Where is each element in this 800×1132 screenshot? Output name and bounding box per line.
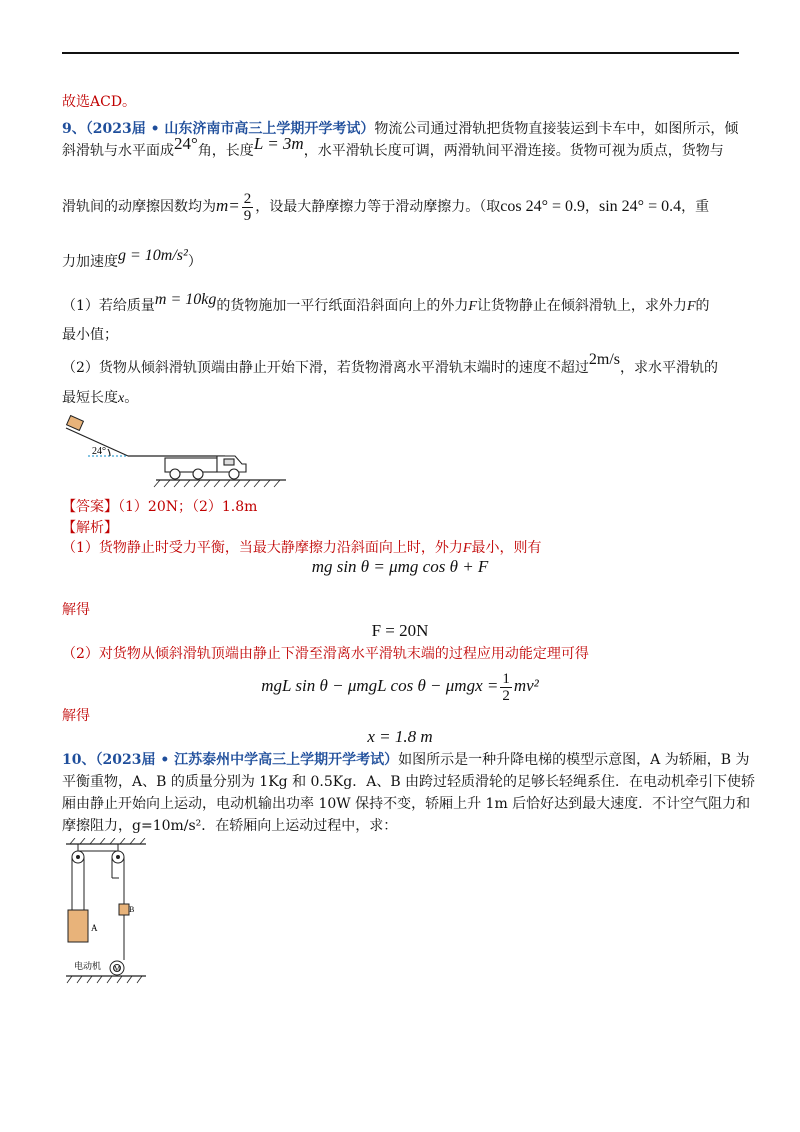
q10-text-1: 如图所示是一种升降电梯的模型示意图，A 为轿厢，B 为	[398, 752, 750, 768]
q9-p1-F: F	[468, 299, 477, 314]
equation-4: x = 1.8 m	[367, 727, 433, 746]
q9-mu-lhs: m=	[216, 196, 240, 215]
q9-p2-c: 最短长度	[62, 390, 118, 406]
q9-p2-d: 。	[124, 390, 139, 406]
q9-s1-text: （1）货物静止时受力平衡，当最大静摩擦力沿斜面向上时，外力	[62, 540, 463, 556]
q9-text-2c: ，水平滑轨长度可调，两滑轨间平滑连接。货物可视为质点，货物与	[303, 143, 724, 159]
q10-line-4: 摩擦阻力，g=10m/s²．在轿厢向上运动过程中，求：	[62, 818, 398, 834]
incline-truck-figure	[60, 414, 290, 492]
angle-arc	[108, 449, 110, 456]
eq3-den: 2	[502, 687, 510, 704]
q9-part1-line	[62, 291, 710, 317]
q9-p1-c: 让货物静止在倾斜滑轨上，求外力	[476, 298, 687, 314]
q9-p2-b: ，求水平滑轨的	[620, 360, 719, 376]
equation-3	[0, 666, 800, 706]
q9-mass: m = 10kg	[154, 291, 217, 308]
q9-length: L = 3m	[253, 134, 304, 153]
q9-mu-frac	[242, 191, 254, 224]
label-b: B	[129, 905, 135, 914]
q9-line-4	[62, 247, 202, 272]
ground-hatch	[154, 480, 280, 487]
q9-p2-x: x	[118, 391, 125, 406]
cargo-box	[67, 416, 84, 431]
q9-line-3	[62, 186, 709, 227]
equation-1: mg sin θ = μmg cos θ + F	[311, 557, 489, 576]
q10-line-1	[62, 750, 749, 770]
q9-text-3b: ，设最大静摩擦力等于滑动摩擦力。（取	[255, 199, 501, 215]
q9-line-1	[62, 119, 738, 139]
q9-text-3c: ，	[585, 199, 599, 215]
q9-p2-a: （2）货物从倾斜滑轨顶端由静止开始下滑，若货物滑离水平滑轨末端时的速度不超过	[62, 360, 589, 376]
label-motor-m: M	[114, 965, 121, 973]
truck	[165, 456, 246, 479]
counterweight-b	[119, 904, 129, 915]
q9-mu-den: 9	[243, 207, 252, 224]
q9-solution-2: （2）对货物从倾斜滑轨顶端由静止下滑至滑离水平滑轨末端的过程应用动能定理可得	[62, 646, 589, 662]
figure-angle-label: 24°	[92, 446, 106, 457]
ceiling-hatch	[66, 838, 146, 844]
q9-line-2	[62, 134, 724, 161]
cabin-a	[68, 910, 88, 942]
q9-angle: 24°	[174, 134, 198, 153]
q9-p1-F2: F	[686, 299, 696, 314]
q9-p1-a: （1）若给质量	[62, 298, 155, 314]
header-rule	[62, 52, 739, 54]
label-motor: 电动机	[74, 962, 102, 972]
q10-line-3: 厢由静止开始向上运动，电动机输出功率 10W 保持不变，轿厢上升 1m 后恰好达到最大速度．不计空气阻力和	[62, 796, 751, 812]
q9-part1-line2: 最小值；	[62, 327, 118, 343]
q10-number: 10、	[62, 752, 96, 768]
q9-number: 9、	[62, 121, 86, 137]
elevator-figure	[62, 838, 152, 988]
q9-text-3a: 滑轨间的动摩擦因数均为	[62, 199, 216, 215]
q9-sin: sin 24° = 0.4	[599, 198, 682, 215]
q9-text-4a: 力加速度	[62, 254, 118, 270]
q9-text-4b: ）	[187, 254, 202, 270]
q9-cos: cos 24° = 0.9	[500, 198, 585, 215]
eq3-rhs: mv²	[513, 676, 539, 695]
q9-part2-line2	[62, 388, 138, 409]
q10-line-2: 平衡重物，A、B 的质量分别为 1Kg 和 0.5Kg．A、B 由跨过轻质滑轮的足够长轻绳系住．在电动机牵引下使轿	[62, 774, 756, 790]
q9-p1-d: 的	[695, 298, 710, 314]
q9-speed: 2m/s	[588, 351, 621, 368]
q9-text-1: 物流公司通过滑轨把货物直接装运到卡车中，如图所示，倾	[374, 121, 739, 137]
q9-p1-b: 的货物施加一平行纸面沿斜面向上的外力	[216, 298, 469, 314]
eq3-num: 1	[502, 670, 510, 687]
label-a: A	[91, 923, 98, 933]
eq3-frac	[500, 671, 512, 704]
q9-s1-F: F	[462, 541, 472, 556]
q9-s1-text-b: 最小，则有	[471, 540, 542, 556]
floor-hatch	[66, 976, 146, 983]
q9-text-3d: ，重	[681, 199, 710, 215]
q9-jiede-2: 解得	[62, 708, 90, 724]
q9-part2-line	[62, 351, 719, 378]
q9-text-2a: 斜滑轨与水平面成	[62, 143, 174, 159]
q9-jiede-1: 解得	[62, 602, 90, 618]
q9-g: g = 10m/s²	[118, 247, 188, 264]
q9-analysis-label: 【解析】	[62, 520, 118, 536]
q9-text-2b: 角，长度	[197, 143, 254, 159]
eq3-lhs: mgL sin θ − μmgL cos θ − μmgx =	[261, 676, 499, 695]
q9-mu-num: 2	[243, 190, 252, 207]
prev-answer: 故选ACD。	[62, 94, 137, 110]
q10-source: （2023届 • 江苏泰州中学高三上学期开学考试）	[95, 752, 399, 768]
q9-source: （2023届 • 山东济南市高三上学期开学考试）	[85, 121, 375, 137]
equation-2: F = 20N	[371, 621, 429, 640]
q9-answer: 【答案】（1）20N；（2）1.8m	[62, 499, 258, 515]
